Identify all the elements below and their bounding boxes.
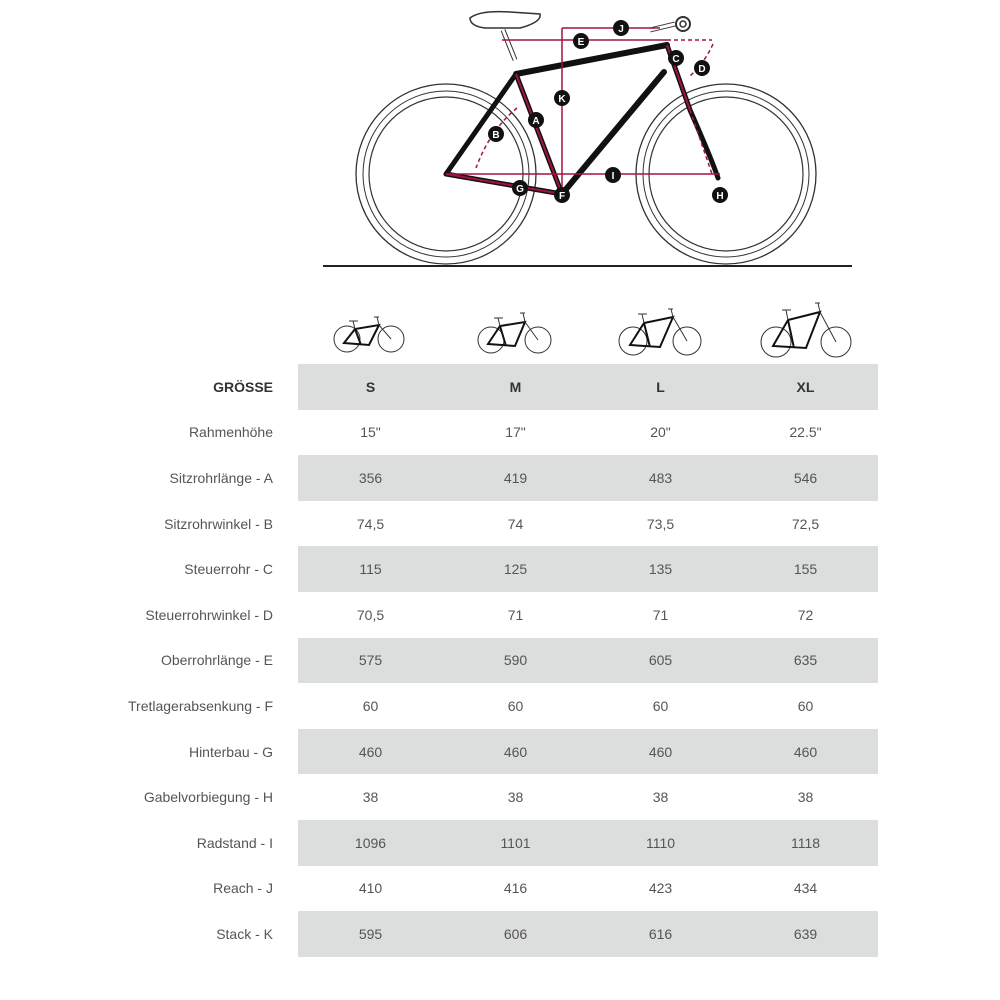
handlebar-icon xyxy=(676,17,690,31)
svg-text:C: C xyxy=(672,54,680,65)
row-label: Steuerrohrwinkel - D xyxy=(145,606,273,623)
cell-s: 70,5 xyxy=(356,606,385,623)
marker-i xyxy=(605,167,621,183)
frame-icon xyxy=(446,45,718,194)
size-header-m: M xyxy=(443,364,588,410)
marker-d xyxy=(694,60,710,76)
cell-s: 74,5 xyxy=(356,515,385,532)
table-row xyxy=(0,410,878,456)
size-icons-row xyxy=(298,292,878,362)
size-header-label: GRÖSSE xyxy=(213,378,273,395)
bike-icon-medium xyxy=(443,292,588,362)
cell-l: 483 xyxy=(588,455,733,501)
svg-text:H: H xyxy=(716,191,724,202)
cell-s: 60 xyxy=(362,697,379,714)
table-row xyxy=(0,866,878,912)
size-header-s: S xyxy=(298,364,443,410)
marker-b xyxy=(488,126,504,142)
table-header-row xyxy=(0,364,878,410)
row-label: Sitzrohrlänge - A xyxy=(169,469,273,486)
row-label: Oberrohrlänge - E xyxy=(160,652,273,669)
cell-l: 38 xyxy=(652,789,669,806)
svg-text:A: A xyxy=(532,116,540,127)
cell-xl: 546 xyxy=(733,455,878,501)
size-header-xl: XL xyxy=(733,364,878,410)
cell-s: 410 xyxy=(358,880,383,897)
cell-m: 590 xyxy=(443,638,588,684)
marker-c xyxy=(668,50,684,66)
cell-s: 1096 xyxy=(298,820,443,866)
size-header-l: L xyxy=(588,364,733,410)
svg-text:B: B xyxy=(492,130,500,141)
table-row xyxy=(0,455,878,501)
cell-s: 575 xyxy=(298,638,443,684)
cell-l: 616 xyxy=(588,911,733,957)
row-label: Gabelvorbiegung - H xyxy=(143,789,273,806)
table-row xyxy=(0,546,878,592)
cell-s: 356 xyxy=(298,455,443,501)
cell-s: 115 xyxy=(298,546,443,592)
cell-s: 15" xyxy=(360,424,381,441)
cell-m: 460 xyxy=(443,729,588,775)
table-row xyxy=(0,592,878,638)
table-row xyxy=(0,911,878,957)
cell-m: 74 xyxy=(507,515,524,532)
cell-l: 1110 xyxy=(588,820,733,866)
marker-a xyxy=(528,112,544,128)
cell-l: 60 xyxy=(652,697,669,714)
cell-xl: 460 xyxy=(733,729,878,775)
cell-l: 460 xyxy=(588,729,733,775)
table-row xyxy=(0,774,878,820)
cell-xl: 155 xyxy=(733,546,878,592)
cell-m: 606 xyxy=(443,911,588,957)
table-row xyxy=(0,501,878,547)
row-label: Tretlagerabsenkung - F xyxy=(128,697,273,714)
cell-xl: 72 xyxy=(797,606,814,623)
cell-xl: 38 xyxy=(797,789,814,806)
table-row xyxy=(0,820,878,866)
cell-xl: 639 xyxy=(733,911,878,957)
table-row xyxy=(0,638,878,684)
cell-m: 71 xyxy=(507,606,524,623)
marker-h xyxy=(712,187,728,203)
row-label: Sitzrohrwinkel - B xyxy=(164,515,273,532)
cell-m: 125 xyxy=(443,546,588,592)
cell-m: 17" xyxy=(505,424,526,441)
cell-xl: 434 xyxy=(793,880,818,897)
cell-m: 419 xyxy=(443,455,588,501)
cell-s: 595 xyxy=(298,911,443,957)
cell-m: 60 xyxy=(507,697,524,714)
cell-l: 135 xyxy=(588,546,733,592)
cell-xl: 635 xyxy=(733,638,878,684)
marker-g xyxy=(512,180,528,196)
svg-text:E: E xyxy=(577,37,585,48)
row-label: Radstand - I xyxy=(196,834,273,851)
cell-m: 1101 xyxy=(443,820,588,866)
svg-text:G: G xyxy=(516,184,524,195)
row-label: Hinterbau - G xyxy=(188,743,273,760)
row-label: Rahmenhöhe xyxy=(188,424,273,441)
cell-s: 38 xyxy=(362,789,379,806)
row-label: Reach - J xyxy=(213,880,273,897)
geometry-table xyxy=(0,364,878,957)
cell-m: 416 xyxy=(503,880,528,897)
bike-geometry-diagram xyxy=(0,0,1000,280)
cell-xl: 22.5" xyxy=(789,424,822,441)
svg-text:I: I xyxy=(611,171,615,182)
svg-text:J: J xyxy=(618,24,624,35)
cell-l: 20" xyxy=(650,424,671,441)
bike-icon-large xyxy=(588,292,733,362)
cell-l: 423 xyxy=(648,880,673,897)
row-label: Stack - K xyxy=(216,925,273,942)
marker-j xyxy=(613,20,629,36)
cell-l: 605 xyxy=(588,638,733,684)
bike-icon-xlarge xyxy=(733,292,878,362)
marker-f xyxy=(554,187,570,203)
svg-text:K: K xyxy=(558,94,566,105)
cell-s: 460 xyxy=(298,729,443,775)
bike-icon-small xyxy=(298,292,443,362)
cell-xl: 72,5 xyxy=(791,515,820,532)
cell-l: 71 xyxy=(652,606,669,623)
row-label: Steuerrohr - C xyxy=(184,561,273,578)
cell-xl: 60 xyxy=(797,697,814,714)
svg-text:D: D xyxy=(698,64,706,75)
table-row xyxy=(0,683,878,729)
cell-m: 38 xyxy=(507,789,524,806)
cell-l: 73,5 xyxy=(646,515,675,532)
saddle-icon xyxy=(470,12,540,28)
marker-k xyxy=(554,90,570,106)
cell-xl: 1118 xyxy=(733,820,878,866)
table-row xyxy=(0,729,878,775)
marker-e xyxy=(573,33,589,49)
svg-text:F: F xyxy=(558,191,566,202)
